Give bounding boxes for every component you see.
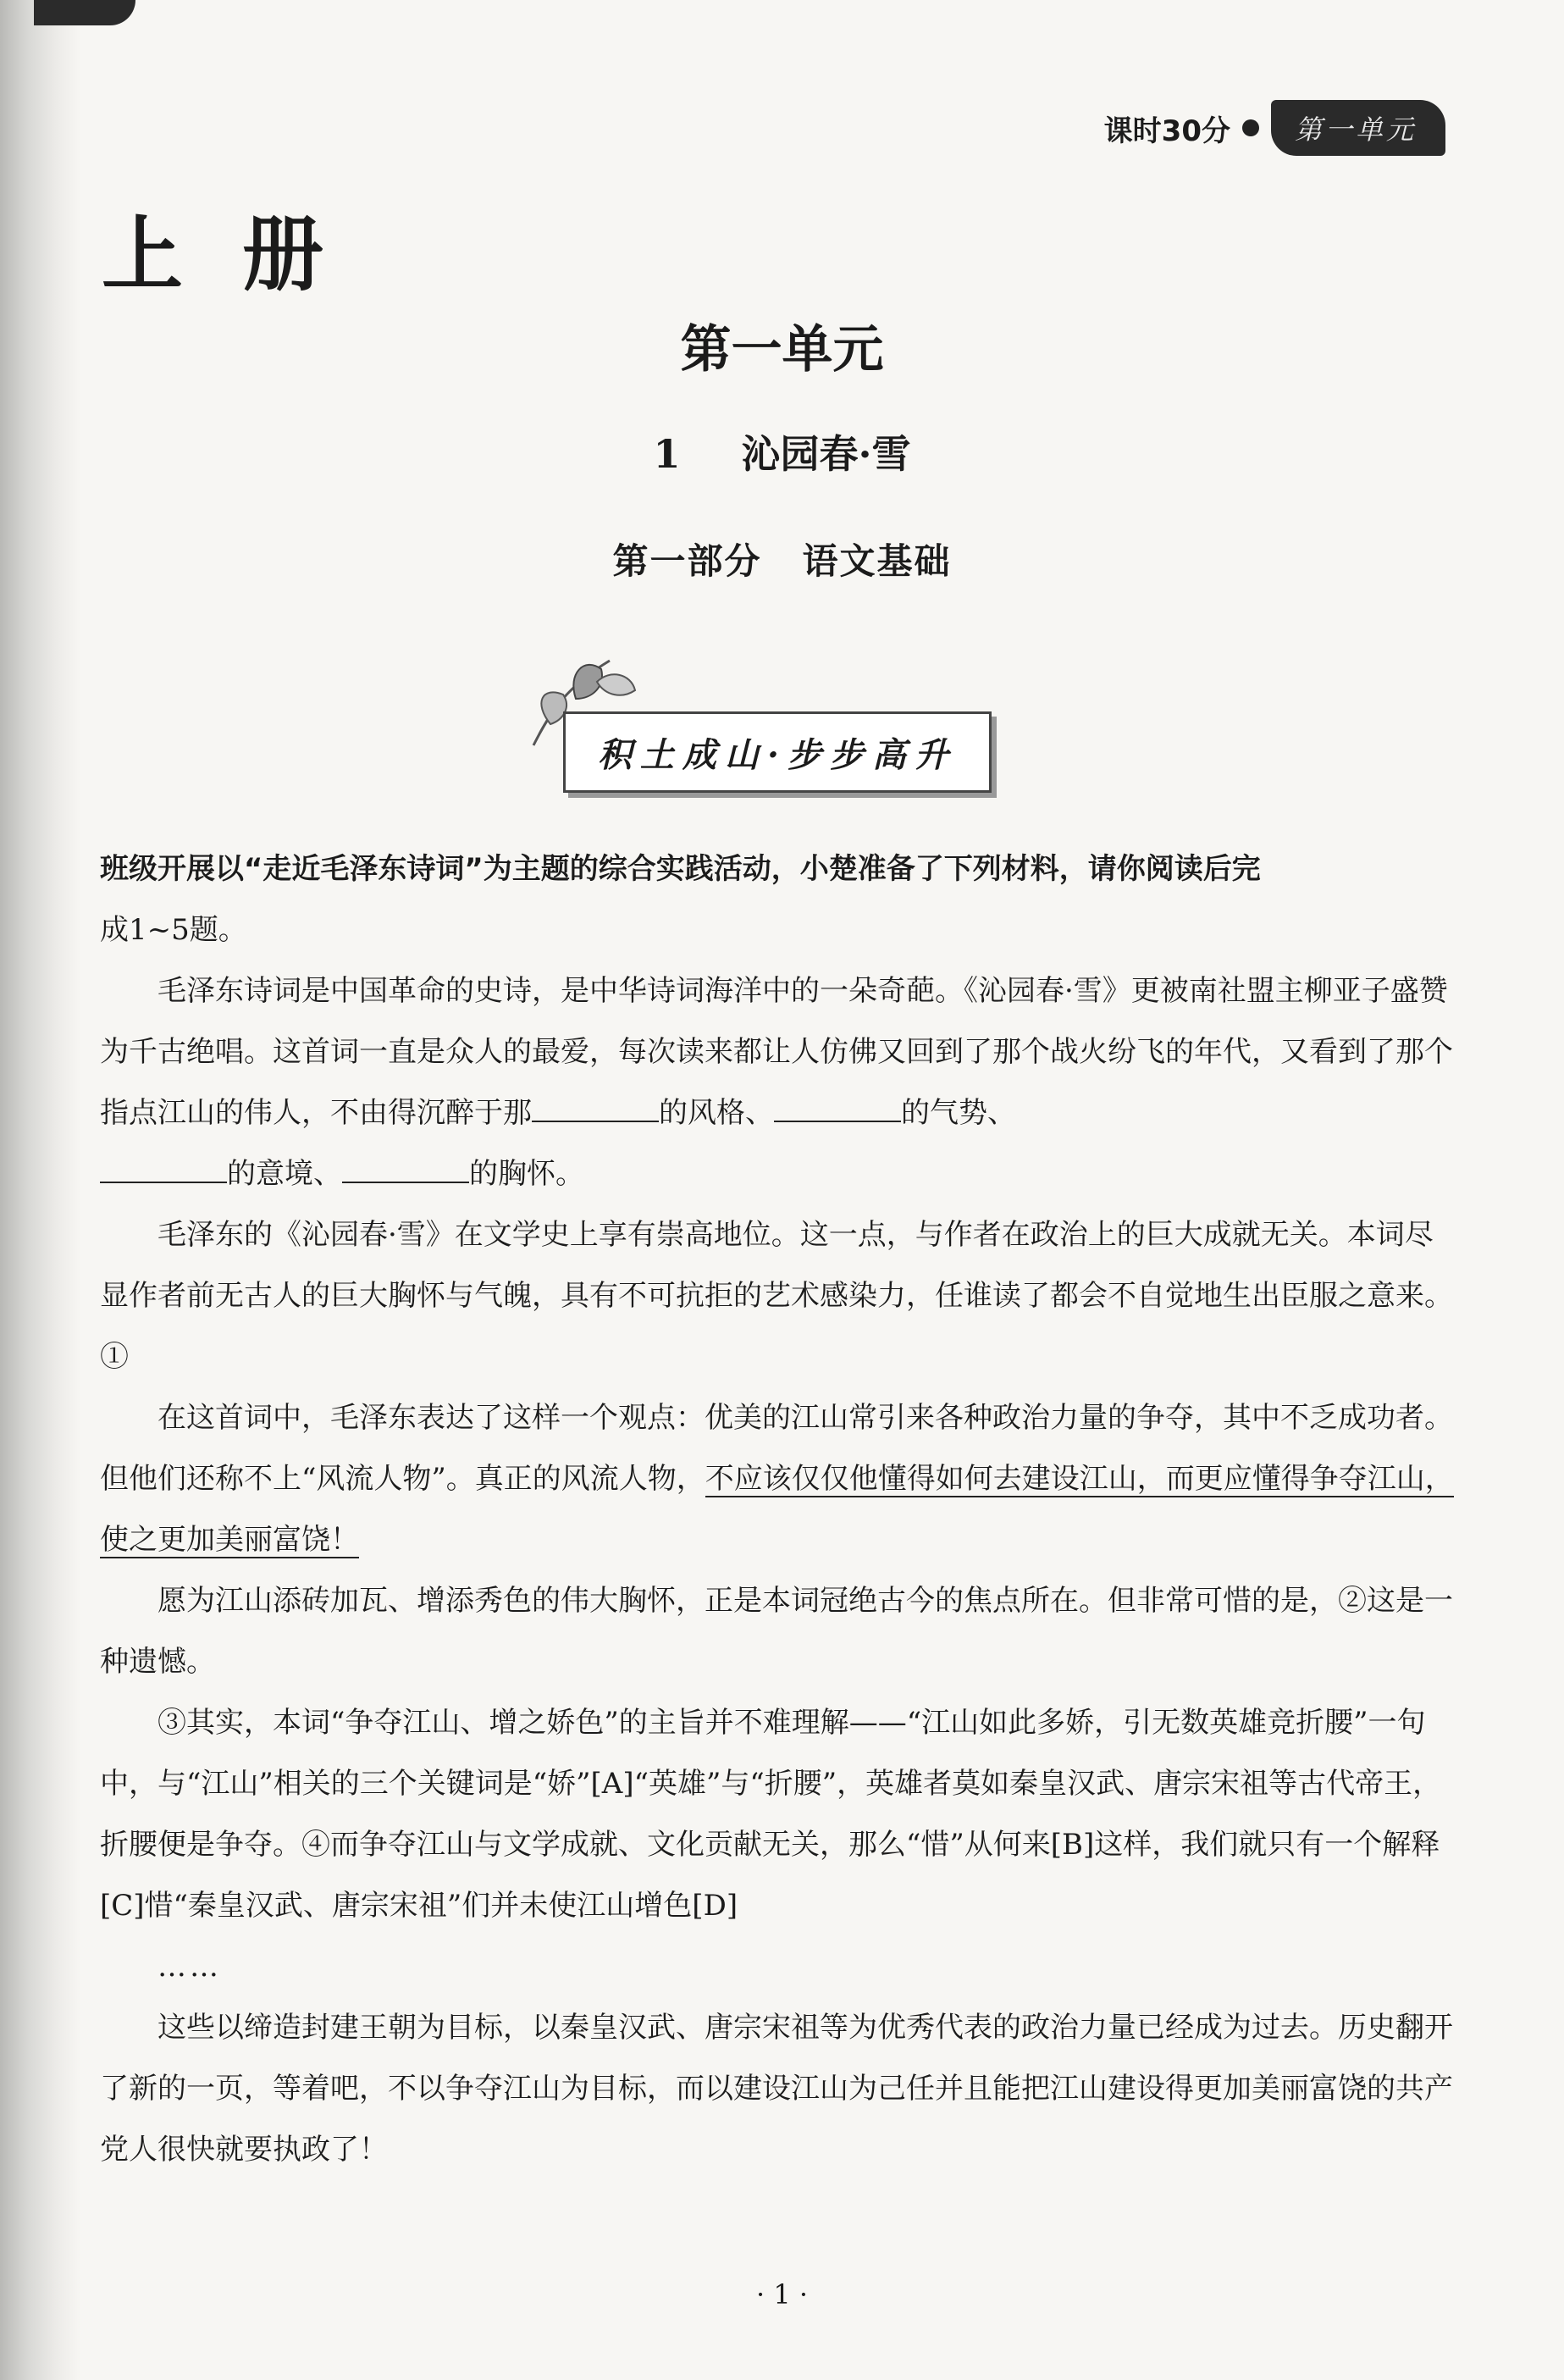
suffix-1: 的风格、 — [659, 1096, 774, 1130]
underlined-sentence: 不应该仅仅他懂得如何去建设江山，而更应懂得争夺江山，使之更加美丽富饶！ — [100, 1462, 1454, 1557]
suffix-4: 的胸怀。 — [469, 1157, 584, 1191]
paragraph-6: 这些以缔造封建王朝为目标，以秦皇汉武、唐宗宋祖等为优秀代表的政治力量已经成为过去。历史翻开了新的一页，等着吧，不以争夺江山为目标，而以建设江山为己任并且能把江山建设得更加美丽富饶的共产党人很快就要执政了！ — [100, 2011, 1453, 2167]
section-badge-label: 积土成山·步步高升 — [563, 711, 992, 793]
fill-blank-2[interactable] — [774, 1095, 901, 1122]
book-volume-title: 上册 — [102, 207, 383, 302]
fill-blank-3[interactable] — [100, 1156, 227, 1183]
paragraph-5: ③其实，本词“争夺江山、增之娇色”的主旨并不难理解——“江山如此多娇，引无数英雄竞折腰”一句中，与“江山”相关的三个关键词是“娇”[A]“英雄”与“折腰”，英雄者莫如秦皇汉武、唐宗宋祖等古代帝王，折腰便是争夺。④而争夺江山与文学成就、文化贡献无关，那么“惜”从何来[B]这样，我们就只有一个解释[C]惜“秦皇汉武、唐宗宋祖”们并未使江山增色[D] — [100, 1706, 1442, 1923]
lesson-number: 1 — [653, 431, 681, 477]
fill-blank-1[interactable] — [532, 1095, 659, 1122]
intro-main: 班级开展以“走近毛泽东诗词”为主题的综合实践活动，小楚准备了下列材料，请你阅读后完 — [100, 852, 1261, 886]
question-intro — [100, 839, 1455, 960]
part-label: 第一部分 — [612, 540, 762, 582]
lesson-title — [0, 423, 1564, 479]
paragraph-3-text: 在这首词中，毛泽东表达了这样一个观点：优美的江山常引来各种政治力量的争夺，其中不乏成功者。但他们还称不上“风流人物”。真正的风流人物， — [100, 1401, 1453, 1496]
page-corner-mark — [34, 0, 135, 25]
paragraph-4: 愿为江山添砖加瓦、增添秀色的伟大胸怀，正是本词冠绝古今的焦点所在。但非常可惜的是，②这是一种遗憾。 — [100, 1584, 1453, 1679]
suffix-2: 的气势、 — [901, 1096, 1016, 1130]
unit-title: 第一单元 — [680, 320, 884, 379]
paragraph-3 — [100, 1387, 1455, 1570]
paragraph-1 — [100, 960, 1455, 1204]
paragraph-2: 毛泽东的《沁园春·雪》在文学史上享有崇高地位。这一点，与作者在政治上的巨大成就无关。本词尽显作者前无古人的巨大胸怀与气魄，具有不可抗拒的艺术感染力，任谁读了都会不自觉地生出臣服之意来。① — [100, 1218, 1453, 1374]
ellipsis: …… — [158, 1950, 222, 1984]
intro-tail: 成1~5题。 — [100, 913, 247, 947]
page-header — [1104, 100, 1445, 156]
section-badge — [517, 644, 999, 796]
part-name: 语文基础 — [802, 540, 952, 582]
reading-passage — [100, 839, 1455, 2180]
page-number: · 1 · — [755, 2278, 809, 2311]
clock-icon — [1242, 119, 1259, 136]
paragraph-1-text: 毛泽东诗词是中国革命的史诗，是中华诗词海洋中的一朵奇葩。《沁园春·雪》更被南社盟主柳亚子盛赞为千古绝唱。这首词一直是众人的最爱，每次读来都让人仿佛又回到了那个战火纷飞的年代，又看到了那个指点江山的伟人，不由得沉醉于那 — [100, 974, 1453, 1130]
part-title — [0, 534, 1564, 584]
suffix-3: 的意境、 — [227, 1157, 342, 1191]
unit-banner: 第一单元 — [1271, 100, 1445, 156]
lesson-name: 沁园春·雪 — [741, 431, 911, 477]
fill-blank-4[interactable] — [342, 1156, 469, 1183]
lesson-time: 课时30分 — [1103, 113, 1230, 148]
